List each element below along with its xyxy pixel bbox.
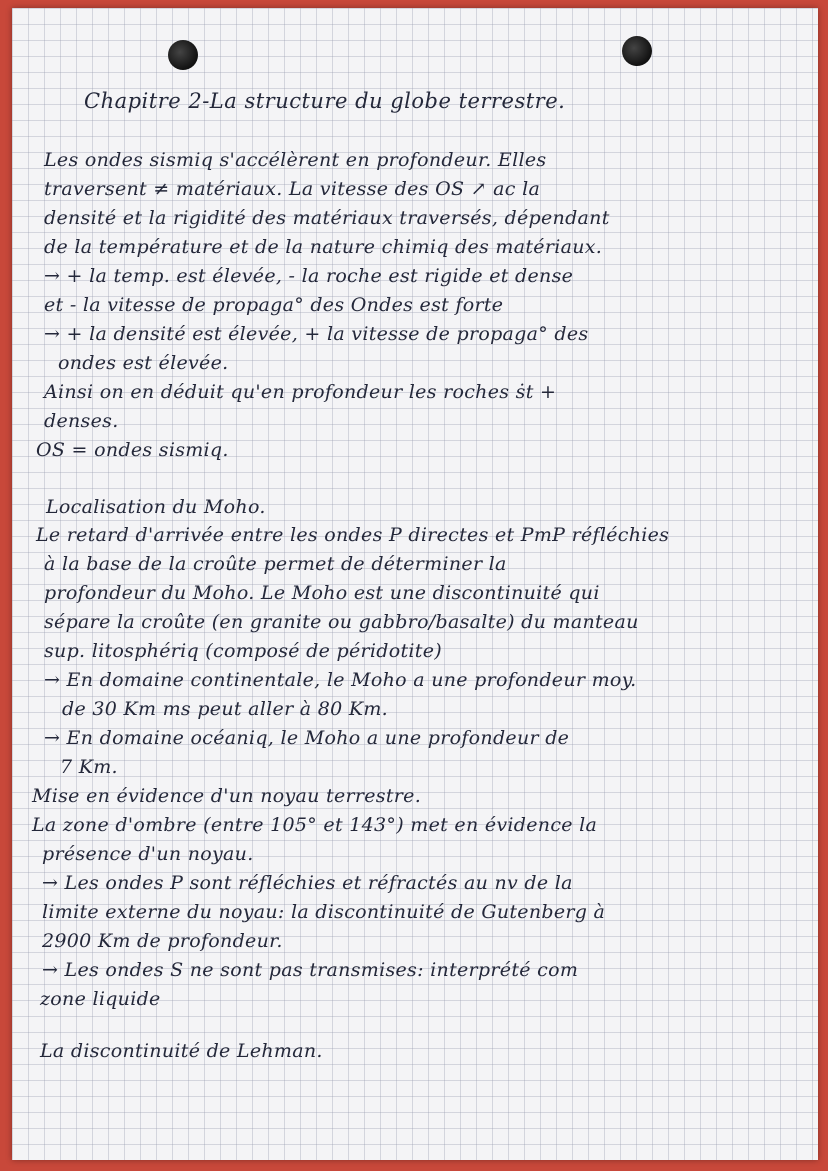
note-line: → En domaine océaniq, le Moho a une profondeur de xyxy=(44,727,570,749)
note-line: limite externe du noyau: la discontinuité de Gutenberg à xyxy=(42,901,606,923)
note-line: sup. litosphériq (composé de péridotite) xyxy=(44,640,442,662)
note-line: → Les ondes P sont réfléchies et réfractés au nv de la xyxy=(42,872,573,894)
note-line: → Les ondes S ne sont pas transmises: interprété com xyxy=(42,959,579,981)
punch-hole-left xyxy=(168,40,198,70)
section-heading: Localisation du Moho. xyxy=(46,496,266,518)
note-line: 2900 Km de profondeur. xyxy=(42,930,283,952)
note-line: zone liquide xyxy=(40,988,161,1010)
note-line: Ainsi on en déduit qu'en profondeur les roches ṡt + xyxy=(44,381,557,403)
page-title: Chapitre 2-La structure du globe terrestre. xyxy=(84,89,566,113)
note-line: traversent ≠ matériaux. La vitesse des OS ↗ ac la xyxy=(44,178,541,200)
note-line: OS = ondes sismiq. xyxy=(36,439,229,461)
punch-hole-right xyxy=(622,36,652,66)
note-line: de la température et de la nature chimiq des matériaux. xyxy=(44,236,603,258)
section-heading: La discontinuité de Lehman. xyxy=(40,1040,323,1062)
note-line: présence d'un noyau. xyxy=(42,843,254,865)
note-line: densité et la rigidité des matériaux traversés, dépendant xyxy=(44,207,610,229)
note-line: et - la vitesse de propaga° des Ondes est forte xyxy=(44,294,504,316)
note-line: sépare la croûte (en granite ou gabbro/basalte) du manteau xyxy=(44,611,639,633)
section-heading: Mise en évidence d'un noyau terrestre. xyxy=(32,785,422,807)
note-line: Le retard d'arrivée entre les ondes P directes et PmP réfléchies xyxy=(36,524,670,546)
note-line: à la base de la croûte permet de déterminer la xyxy=(44,553,507,575)
note-line: 7 Km. xyxy=(60,756,118,778)
note-line: La zone d'ombre (entre 105° et 143°) met en évidence la xyxy=(32,814,598,836)
note-line: → + la temp. est élevée, - la roche est rigide et dense xyxy=(44,265,574,287)
note-line: Les ondes sismiq s'accélèrent en profondeur. Elles xyxy=(44,149,547,171)
note-line: → En domaine continentale, le Moho a une profondeur moy. xyxy=(44,669,637,691)
note-line: de 30 Km ms peut aller à 80 Km. xyxy=(62,698,389,720)
note-line: → + la densité est élevée, + la vitesse de propaga° des xyxy=(44,323,589,345)
notebook-page xyxy=(12,8,818,1160)
note-line: denses. xyxy=(44,410,119,432)
note-line: ondes est élevée. xyxy=(58,352,229,374)
note-line: profondeur du Moho. Le Moho est une discontinuité qui xyxy=(44,582,600,604)
